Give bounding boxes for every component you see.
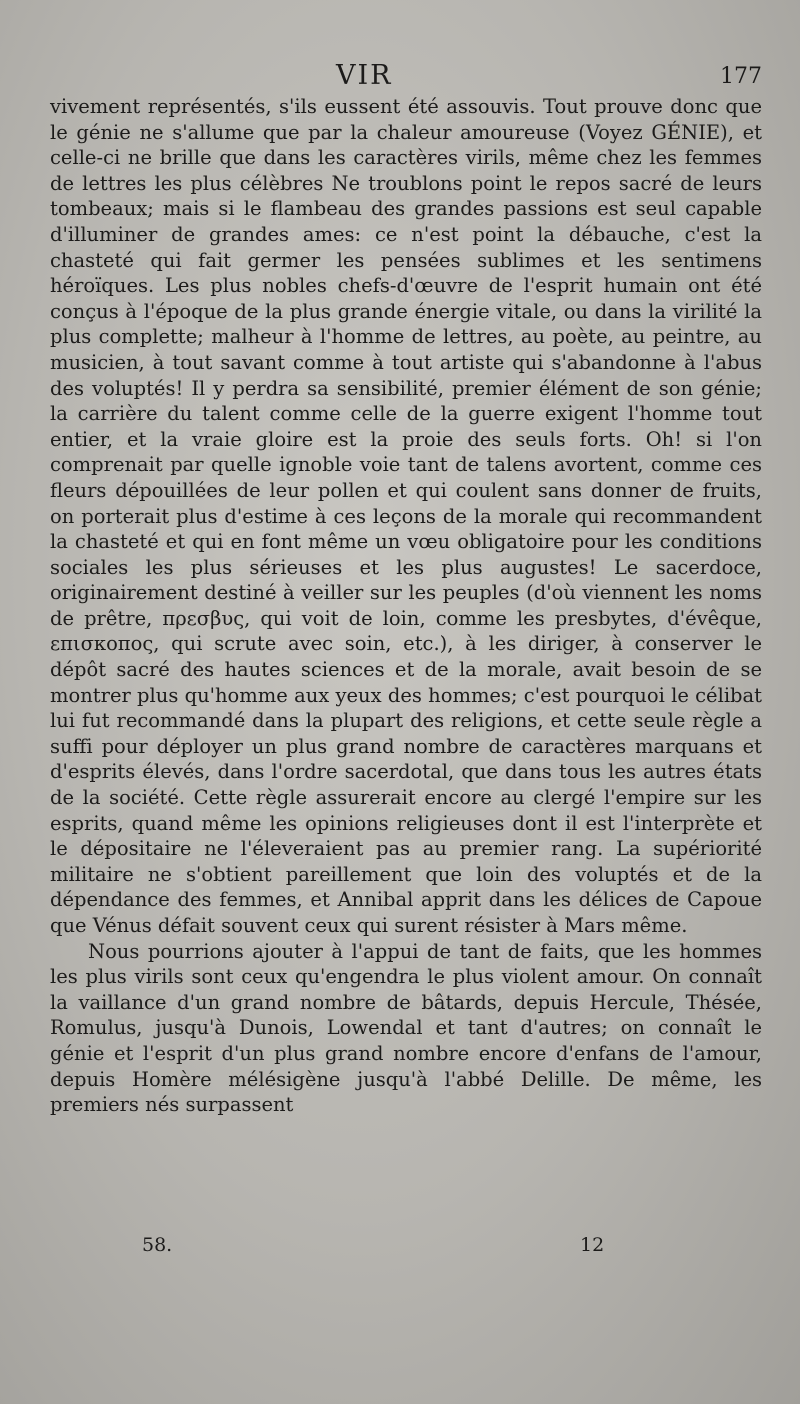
paragraph-1: vivement représentés, s'ils eussent été assouvis. Tout prouve donc que le génie ne s'allume que par la chaleur amoureuse (Voyez GÉNIE), et celle-ci ne brille que dans les caractères virils, même chez les femmes de lettres les plus célèbres Ne troublons point le repos sacré de leurs tombeaux; mais si le flambeau des grandes passions est seul capable d'illuminer de grandes ames: ce n'est point la débauche, c'est la chasteté qui fait germer les pensées sublimes et les sentimens héroïques. Les plus nobles chefs-d'œuvre de l'esprit humain ont été conçus à l'époque de la plus grande énergie vitale, ou dans la virilité la plus complette; malheur à l'homme de lettres, au poète, au peintre, au musicien, à tout savant comme à tout artiste qui s'abandonne à l'abus des voluptés! Il y perdra sa sensibilité, premier élément de son génie; la carrière du talent comme celle de la guerre exigent l'homme tout entier, et la vraie gloire est la proie des seuls forts. Oh! si l'on comprenait par quelle ignoble voie tant de talens avortent, comme ces fleurs dépouillées de leur pollen et qui coulent sans donner de fruits, on porterait plus d'estime à ces leçons de la morale qui recommandent la chasteté et qui en font même un vœu obligatoire pour les conditions sociales les plus sérieuses et les plus augustes! Le sacerdoce, originairement destiné à veiller sur les peuples (d'où viennent les noms de prêtre, πρεσβυς, qui voit de loin, comme les presbytes, d'évêque, επισκοπος, qui scrute avec soin, etc.), à les diriger, à conserver le dépôt sacré des hautes sciences et de la morale, avait besoin de se montrer plus qu'homme aux yeux des hommes; c'est pourquoi le célibat lui fut recommandé dans la plupart des religions, et cette seule règle a suffi pour déployer un plus grand nombre de caractères marquans et d'esprits élevés, dans l'ordre sacerdotal, que dans tous les autres états de la société. Cette règle assurerait encore au clergé l'empire sur les esprits, quand même les opinions religieuses dont il est l'interprète et le dépositaire ne l'éleveraient pas au premier rang. La supériorité militaire ne s'obtient pareillement que loin des voluptés et de la dépendance des femmes, et Annibal apprit dans les délices de Capoue que Vénus défait souvent ceux qui surent résister à Mars même.	[50, 95, 762, 937]
running-head: VIR	[336, 60, 393, 91]
page-number: 177	[720, 64, 762, 89]
page-footer	[50, 1234, 762, 1264]
page-header	[50, 52, 762, 92]
signature-mark: 58.	[142, 1234, 173, 1256]
body-text	[50, 94, 762, 1118]
paragraph-2: Nous pourrions ajouter à l'appui de tant de faits, que les hommes les plus virils sont ceux qu'engendra le plus violent amour. On connaît la vaillance d'un grand nombre de bâtards, depuis Hercule, Thésée, Romulus, jusqu'à Dunois, Lowendal et tant d'autres; on connaît le génie et l'esprit d'un plus grand nombre encore d'enfans de l'amour, depuis Homère mélésigène jusqu'à l'abbé Delille. De même, les premiers nés surpassent	[50, 939, 762, 1117]
gathering-number: 12	[580, 1234, 605, 1256]
